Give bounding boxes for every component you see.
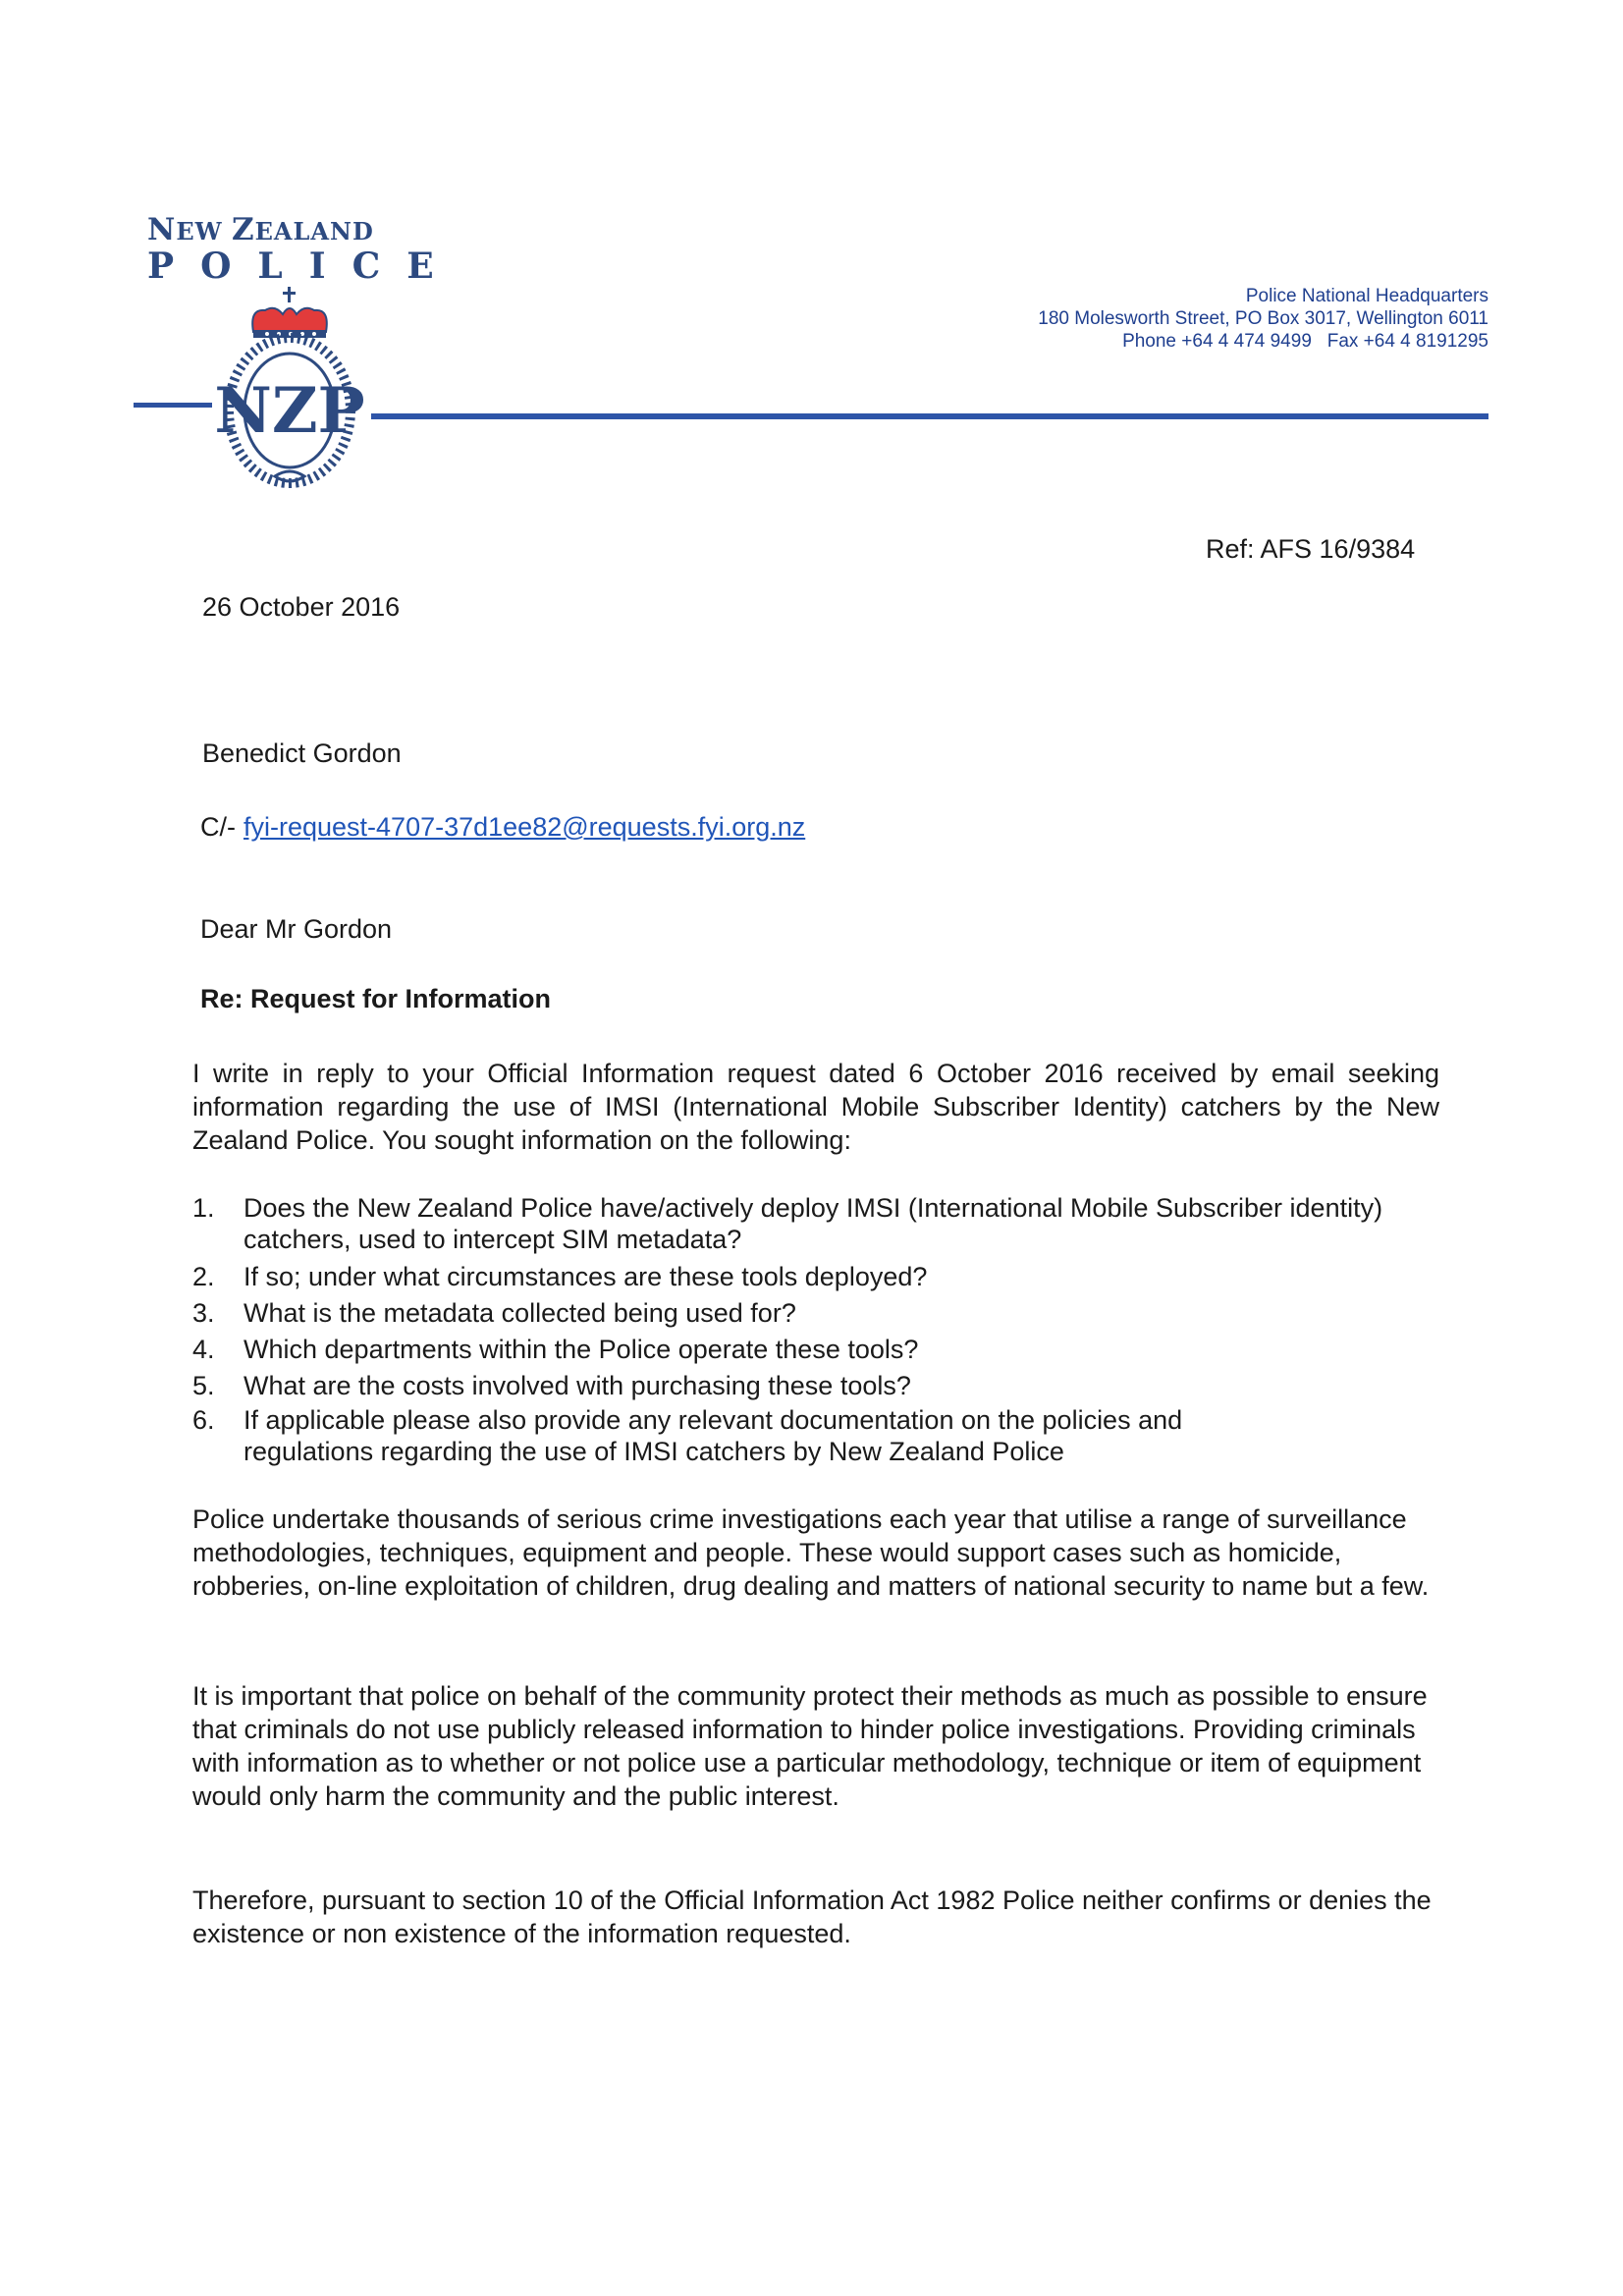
intro-paragraph: I write in reply to your Official Information request dated 6 October 2016 received by email seeking information regarding the use of IMSI (International Mobile Subscriber Identity) catchers by the New Zealand Police. You sought information on the following: — [192, 1059, 1439, 1155]
letter-date: 26 October 2016 — [202, 592, 401, 622]
paragraph-conclusion: Therefore, pursuant to section 10 of the Official Information Act 1982 Police neither confirms or denies the existence or non existence of the information requested. — [192, 1886, 1432, 1948]
paragraph-public-interest: It is important that police on behalf of the community protect their methods as much as possible to ensure that criminals do not use publicly released information to hinder police investigations. Providing criminals with information as to whether or not police use a particular methodology, technique or item of equipment would only harm the community and the public interest. — [192, 1681, 1428, 1811]
list-item: 1. Does the New Zealand Police have/actively deploy IMSI (International Mobile Subscriber identity) catchers, used to intercept SIM metadata? — [192, 1193, 1383, 1254]
headquarters-address — [1038, 285, 1488, 353]
svg-text:NZP: NZP — [214, 374, 365, 448]
questions-list — [192, 1192, 1469, 1471]
reference-number: Ref: AFS 16/9384 — [1206, 534, 1416, 564]
nz-police-crest-icon — [206, 285, 373, 491]
list-item: 3. What is the metadata collected being used for? — [192, 1298, 796, 1328]
header-rule-left — [134, 403, 212, 408]
list-item: 2. If so; under what circumstances are these tools deployed? — [192, 1262, 928, 1291]
address-line-3: Phone +64 4 474 9499 Fax +64 4 8191295 — [1122, 331, 1488, 352]
address-line-1: Police National Headquarters — [1245, 286, 1488, 306]
recipient-email-link[interactable]: fyi-request-4707-37d1ee82@requests.fyi.org.nz — [243, 812, 806, 842]
salutation: Dear Mr Gordon — [200, 914, 393, 944]
paragraph-investigations: Police undertake thousands of serious crime investigations each year that utilise a range of surveillance methodologies, techniques, equipment and people. These would support cases such as homicide, robberies, on-line exploitation of children, drug dealing and matters of national security to name but a few. — [192, 1504, 1430, 1601]
recipient-name: Benedict Gordon — [202, 738, 402, 768]
list-item: 4. Which departments within the Police operate these tools? — [192, 1335, 919, 1364]
subject-line: Re: Request for Information — [200, 984, 552, 1013]
list-item: 6. If applicable please also provide any relevant documentation on the policies and regulations regarding the use of IMSI catchers by New Zealand Police — [192, 1405, 1183, 1466]
header-rule-right — [371, 413, 1488, 419]
care-of-label: C/- — [200, 812, 236, 842]
address-line-2: 180 Molesworth Street, PO Box 3017, Wellington 6011 — [1038, 308, 1488, 329]
brand-name-line1: NEW ZEALAND — [147, 212, 374, 247]
list-item: 5. What are the costs involved with purchasing these tools? — [192, 1371, 911, 1400]
brand-name-line2: POLICE — [147, 246, 460, 287]
care-of-line — [200, 812, 805, 843]
